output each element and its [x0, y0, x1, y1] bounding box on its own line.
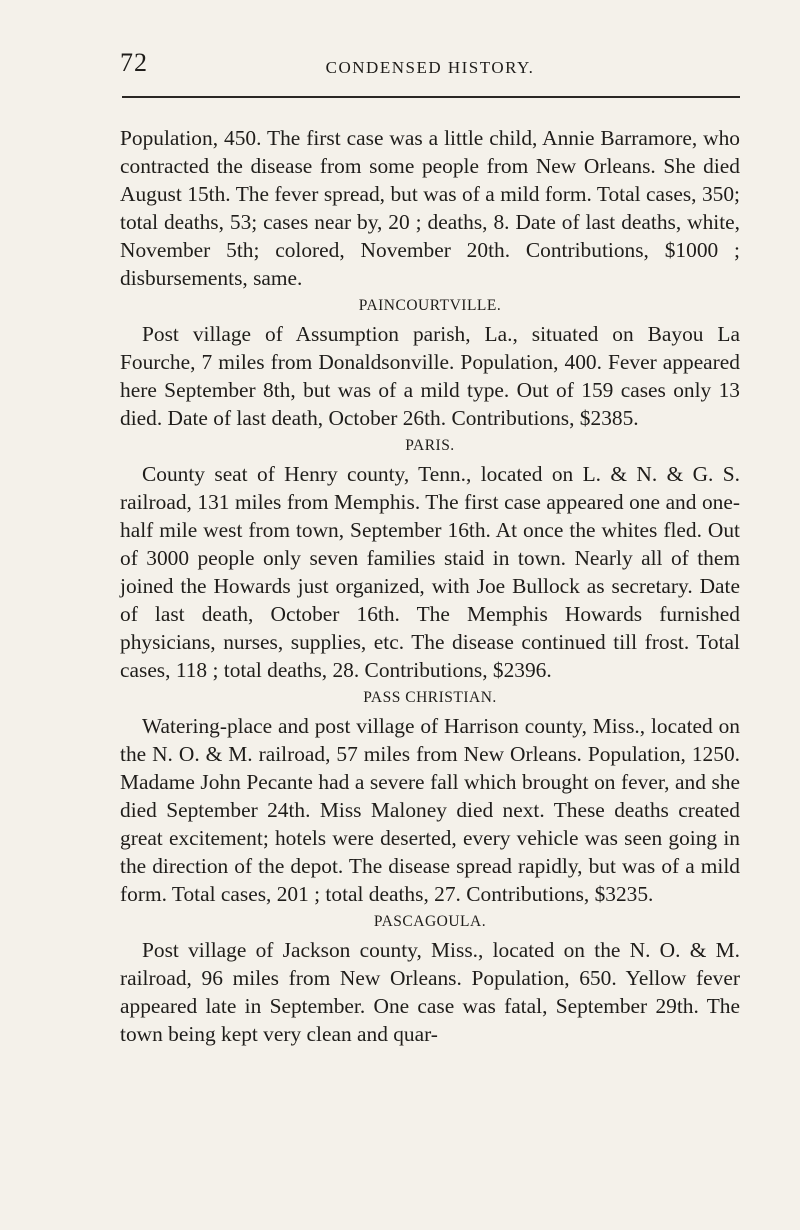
- heading-pascagoula: PASCAGOULA.: [373, 913, 487, 930]
- page-body: [120, 124, 740, 1048]
- header-rule: [122, 96, 740, 98]
- heading-paris: PARIS.: [405, 437, 455, 454]
- page-number: 72: [120, 48, 148, 77]
- paragraph-pass-christian: Watering-place and post village of Harrison county, Miss., located on the N. O. & M. railroad, 57 miles from New Orleans. Population, 1250. Madame John Pecante had a severe fall which brought on fever, and she died September 24th. Miss Maloney died next. These deaths created great excitement; hotels were deserted, every vehicle was seen going in the direction of the depot. The disease spread rapidly, but was of a mild form. Total cases, 201 ; total deaths, 27. Contributions, $3235.: [120, 714, 740, 906]
- heading-pass-christian: PASS CHRISTIAN.: [363, 689, 497, 706]
- paragraph-paris: County seat of Henry county, Tenn., located on L. & N. & G. S. railroad, 131 miles from Memphis. The first case appeared one and one-half mile west from town, September 16th. At once the whites fled. Out of 3000 people only seven families staid in town. Nearly all of them joined the Howards just organized, with Joe Bullock as secretary. Date of last death, October 16th. The Memphis Howards furnished physicians, nurses, supplies, etc. The disease continued till frost. Total cases, 118 ; total deaths, 28. Contributions, $2396.: [120, 462, 740, 682]
- page-header: [120, 48, 740, 84]
- paragraph-pascagoula: Post village of Jackson county, Miss., located on the N. O. & M. railroad, 96 miles from New Orleans. Population, 650. Yellow fever appeared late in September. One case was fatal, September 29th. The town being kept very clean and quar-: [120, 938, 740, 1046]
- running-head: CONDENSED HISTORY.: [325, 58, 535, 77]
- paragraph-paincourtville: Post village of Assumption parish, La., situated on Bayou La Fourche, 7 miles from Donaldsonville. Population, 400. Fever appeared here September 8th, but was of a mild type. Out of 159 cases only 13 died. Date of last death, October 26th. Contributions, $2385.: [120, 322, 740, 430]
- heading-paincourtville: PAINCOURTVILLE.: [358, 297, 502, 314]
- paragraph-population-intro: Population, 450. The first case was a little child, Annie Barramore, who contracted the disease from some people from New Orleans. She died August 15th. The fever spread, but was of a mild form. Total cases, 350; total deaths, 53; cases near by, 20 ; deaths, 8. Date of last deaths, white, November 5th; colored, November 20th. Contributions, $1000 ; disbursements, same.: [120, 126, 740, 290]
